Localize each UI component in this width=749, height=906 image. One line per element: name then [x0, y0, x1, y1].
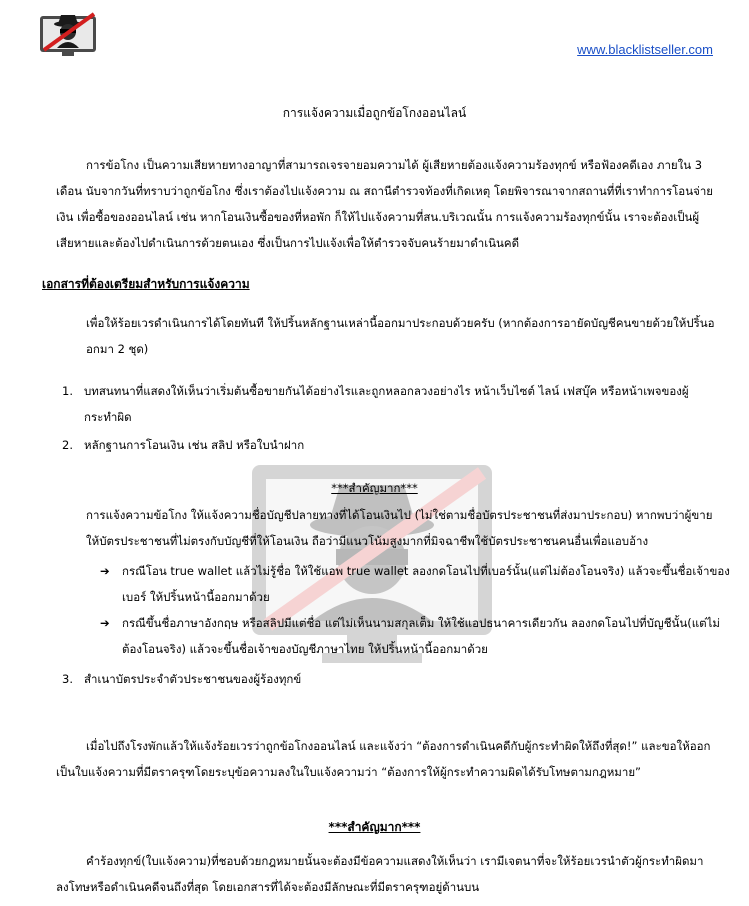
final-paragraph	[56, 848, 716, 900]
arrow-list-item	[100, 558, 735, 610]
final-text: คำร้องทุกข์(ใบแจ้งความ)ที่ชอบด้วยกฎหมายนั้นจะต้องมีข้อความแสดงให้เห็นว่า เรามีเจตนาที่จะให้ร้อยเวรนำตัวผู้กระทำผิดมาลงโทษหรือดำเนินคดีจนถึงที่สุด โดยเอกสารที่ได้จะต้องมีลักษณะที่มีตราครุฑอยู่ด้านบน	[56, 854, 704, 894]
intro-text: การข้อโกง เป็นความเสียหายทางอาญาที่สามารถเจรจายอมความได้ ผู้เสียหายต้องแจ้งความร้องทุกข์ หรือฟ้องคดีเอง ภายใน 3 เดือน นับจากวันที่ทราบว่าถูกข้อโกง ซึ่งเราต้องไปแจ้งความ ณ สถานีตำรวจท้องที่เกิดเหตุ โดยพิจารณาจากสถานที่ที่เราทำการโอนจ่ายเงิน เพื่อซื้อของออนไลน์ เช่น หากโอนเงินซื้อของที่หอพัก ก็ให้ไปแจ้งความที่สน.บริเวณนั้น การแจ้งความร้องทุกข์นั้น เราจะต้องเป็นผู้เสียหายและต้องไปดำเนินการด้วยตนเอง ซึ่งเป็นการไปแจ้งเพื่อให้ตำรวจจับคนร้ายมาดำเนินคดี	[56, 158, 714, 250]
arrow-right-icon: ➔	[100, 564, 110, 578]
arrow-list-item	[100, 610, 735, 662]
intro-paragraph	[56, 152, 716, 256]
spy-logo-icon	[40, 10, 98, 58]
list-item	[62, 432, 712, 458]
section-intro-paragraph: เพื่อให้ร้อยเวรดำเนินการได้โดยทันที ให้ปริ้นหลักฐานเหล่านี้ออกมาประกอบด้วยครับ (หากต้องการอายัดบัญชีคนขายด้วยให้ปริ้นออกมา 2 ชุด)	[86, 316, 715, 356]
list-number: 2.	[62, 438, 73, 452]
important-paragraph: การแจ้งความข้อโกง ให้แจ้งความชื่อบัญชีปลายทางที่ได้โอนเงินไป (ไม่ใช่ตามชื่อบัตรประชาชนที่ส่งมาประกอบ) หากพบว่าผู้ขายให้บัตรประชาชนที่ไม่ตรงกับบัญชีที่ให้โอนเงิน ถือว่ามีแนวโน้มสูงมากที่มิจฉาชีพใช้บัตรประชาชนคนอื่นเพื่อแอบอ้าง	[86, 508, 713, 548]
closing-text: เมื่อไปถึงโรงพักแล้วให้แจ้งร้อยเวรว่าถูกข้อโกงออนไลน์ และแจ้งว่า “ต้องการดำเนินคดีกับผู้กระทำผิดให้ถึงที่สุด!” และขอให้ออกเป็นใบแจ้งความที่มีตราครุฑโดยระบุข้อความลงในใบแจ้งความว่า “ต้องการให้ผู้กระทำความผิดได้รับโทษตามกฎหมาย”	[56, 739, 711, 779]
website-link[interactable]: www.blacklistseller.com	[577, 42, 713, 57]
arrow-item-text: กรณีขึ้นชื่อภาษาอังกฤษ หรือสลิปมีแต่ชื่อ แต่ไม่เห็นนามสกุลเต็ม ให้ใช้แอปธนาคารเดียวกัน ลองกดโอนไปที่บัญชีนั้น(แต่ไม่ต้องโอนจริง) แล้วจะขึ้นชื่อเจ้าของบัญชีภาษาไทย ให้ปริ้นหน้านี้ออกมาด้วย	[122, 616, 720, 656]
list-number: 1.	[62, 384, 73, 398]
list-text: บทสนทนาที่แสดงให้เห็นว่าเริ่มต้นซื้อขายกันได้อย่างไรและถูกหลอกลวงอย่างไร หน้าเว็บไซต์ ไลน์ เฟสบุ๊ค หรือหน้าเพจของผู้กระทำผิด	[84, 384, 689, 424]
list-number: 3.	[62, 672, 73, 686]
section-heading: เอกสารที่ต้องเตรียมสำหรับการแจ้งความ	[42, 277, 250, 291]
list-text: สำเนาบัตรประจำตัวประชาชนของผู้ร้องทุกข์	[84, 672, 302, 686]
list-item	[62, 378, 712, 430]
arrow-right-icon: ➔	[100, 616, 110, 630]
important-label: ***สำคัญมาก***	[331, 481, 418, 495]
important-label: ***สำคัญมาก***	[328, 820, 421, 834]
list-item	[62, 666, 712, 692]
arrow-item-text: กรณีโอน true wallet แล้วไม่รู้ชื่อ ให้ใช้แอพ true wallet ลองกดโอนไปที่เบอร์นั้น(แต่ไม่ต้องโอนจริง) แล้วจะขึ้นชื่อเจ้าของเบอร์ ให้ปริ้นหน้านี้ออกมาด้วย	[122, 564, 730, 604]
closing-paragraph	[56, 733, 716, 785]
document-title: การแจ้งความเมื่อถูกข้อโกงออนไลน์	[282, 106, 467, 120]
list-text: หลักฐานการโอนเงิน เช่น สลิป หรือใบนำฝาก	[84, 438, 305, 452]
